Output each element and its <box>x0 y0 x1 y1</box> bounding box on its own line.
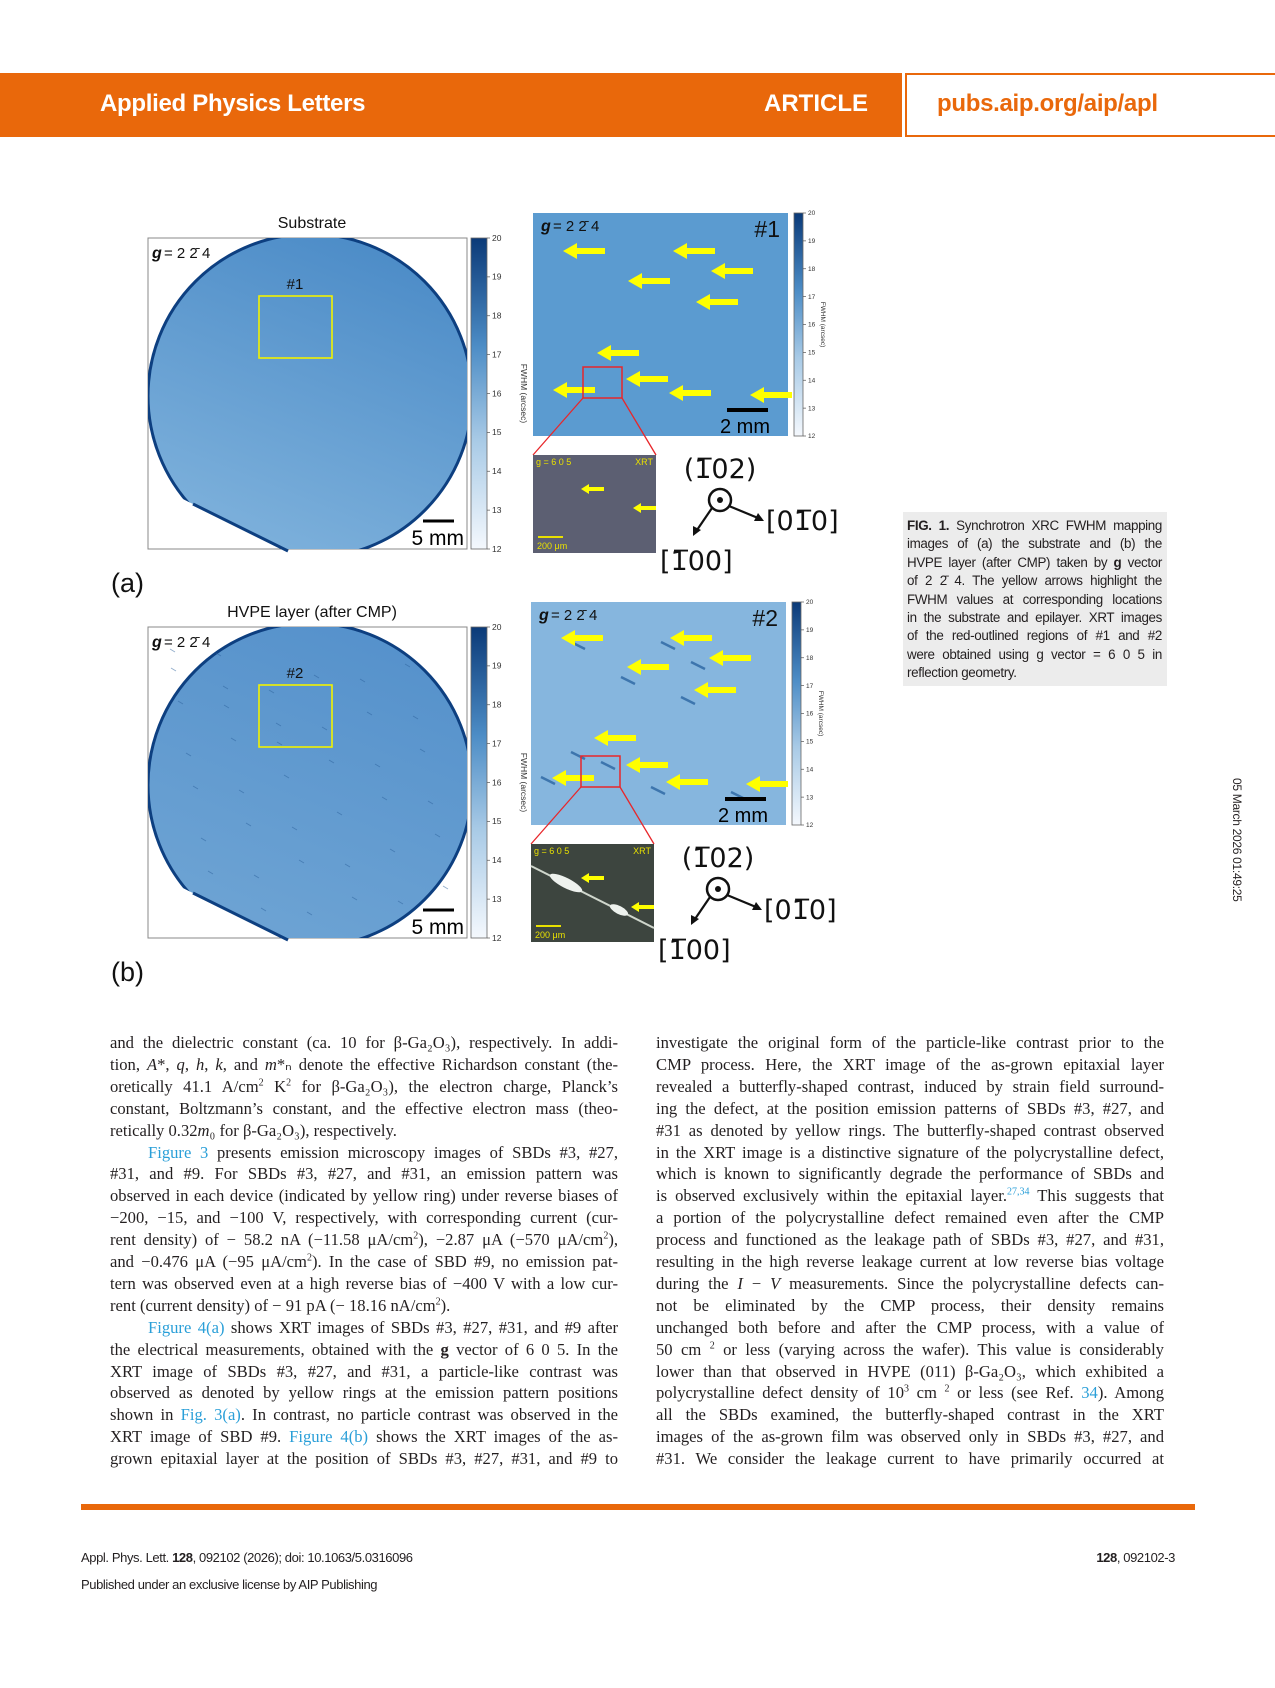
text-run: ing the defect, at the position emission patterns of SBDs #3, #27, and <box>656 1098 1164 1118</box>
cross-reference-link[interactable]: Figure 3 <box>148 1142 209 1162</box>
download-timestamp: 05 March 2026 01:49:25 <box>1230 778 1244 902</box>
text-run: K <box>263 1076 287 1096</box>
text-line <box>110 1120 618 1142</box>
colorbar-tick-label: 18 <box>808 265 816 273</box>
citation-doi: , 092102 (2026); doi: 10.1063/5.0316096 <box>192 1550 413 1565</box>
g-vector-symbol: g <box>539 607 549 624</box>
wafer-map-title: HVPE layer (after CMP) <box>227 604 397 621</box>
bold-text: g <box>1113 554 1122 570</box>
footer-page-number <box>1096 1550 1175 1565</box>
colorbar-tick-label: 17 <box>806 682 814 690</box>
text-run: 50 cm <box>656 1339 710 1359</box>
citation-link[interactable]: 27,34 <box>1007 1186 1030 1198</box>
text-run: observed in each device (indicated by yellow ring) under reverse biases of <box>110 1186 618 1206</box>
colorbar-tick-label: 12 <box>806 822 814 830</box>
text-line <box>110 1295 618 1317</box>
text-run: is observed exclusively within the epitaxial layer. <box>656 1186 1008 1206</box>
text-run: ). Among <box>1097 1383 1164 1403</box>
text-line <box>110 1448 618 1470</box>
text-run: of 2 2̄ 4. The yellow arrows highlight the <box>907 573 1162 589</box>
caption-line <box>907 664 1162 682</box>
text-run: in the XRT image is a distinctive signature of the polycrystalline defect, <box>656 1142 1164 1162</box>
text-run: , <box>204 1054 216 1074</box>
footer-citation <box>81 1550 413 1565</box>
text-run: This suggests that <box>1029 1186 1164 1206</box>
region-label: #1 <box>286 276 304 293</box>
panel-label: (a) <box>111 568 144 598</box>
text-run: FWHM values at corresponding locations <box>907 591 1162 607</box>
colorbar-tick-label: 13 <box>492 893 502 904</box>
plane-label: (1̅02) <box>681 843 755 874</box>
colorbar-tick-label: 17 <box>492 349 502 360</box>
colorbar-label: FWHM (arcsec) <box>519 752 529 813</box>
colorbar-tick-label: 14 <box>492 466 502 477</box>
text-line <box>656 1382 1164 1404</box>
xrt-tag: XRT <box>633 846 651 856</box>
math-symbol: k <box>215 1054 223 1074</box>
text-line <box>656 1426 1164 1448</box>
text-run: retically 0.32 <box>110 1120 198 1140</box>
text-run: polycrystalline defect density of 10 <box>656 1383 905 1403</box>
text-run: rent (current density) of − 91 pA (− 18.16 nA/cm <box>110 1295 436 1315</box>
text-run: XRT image of SBD #9. <box>110 1427 290 1447</box>
text-line <box>656 1120 1164 1142</box>
g-vector-value: = 2 2̄ 4 <box>164 245 211 262</box>
figure-caption <box>903 512 1167 686</box>
text-line <box>110 1229 618 1251</box>
math-symbol: A <box>146 1054 158 1074</box>
colorbar-tick-label: 19 <box>808 238 816 246</box>
text-run: resulting in the high reverse leakage current at low reverse bias voltage <box>656 1252 1164 1271</box>
text-line <box>656 1098 1164 1120</box>
scale-bar-label: 5 mm <box>411 527 464 550</box>
text-run: tern was observed even at a high reverse bias of −400 V with a low cur- <box>110 1273 618 1293</box>
text-run: images of the as-grown film was observed only in SBDs #3, #27, and <box>656 1427 1164 1447</box>
colorbar-tick-label: 17 <box>492 738 502 749</box>
text-line <box>110 1404 618 1426</box>
text-run: ), <box>608 1230 619 1250</box>
xrt-tag: XRT <box>635 457 653 467</box>
text-run: #31, and #9. For SBDs #3, #27, and #31, an emission pattern was <box>110 1164 618 1184</box>
colorbar-tick-label: 15 <box>808 349 816 357</box>
text-run: , and <box>222 1054 265 1074</box>
colorbar-tick-label: 13 <box>492 504 502 515</box>
colorbar-tick-label: 18 <box>492 310 502 321</box>
text-run: were obtained using g vector = 6 0 5 in <box>907 646 1162 662</box>
text-line <box>110 1185 618 1207</box>
bold-text: FIG. 1. <box>907 518 950 533</box>
scale-bar-label: 2 mm <box>718 805 768 827</box>
caption-line <box>907 554 1162 572</box>
text-line <box>110 1426 618 1448</box>
text-run: in the substrate and epilayer. XRT images <box>907 610 1162 625</box>
xrt-scale-label: 200 μm <box>537 541 568 551</box>
text-run: cm <box>909 1383 945 1403</box>
text-run: for β-Ga₂O₃), the electron charge, Planck’s <box>291 1076 618 1096</box>
text-run: HVPE layer (after CMP) taken by <box>907 554 1114 570</box>
panel-label: (b) <box>111 957 144 987</box>
text-run: process and functioned as the leakage path of SBDs #3, #27, and #31, <box>656 1230 1164 1250</box>
cross-reference-link[interactable]: Figure 4(b) <box>289 1427 369 1447</box>
wafer-map-title: Substrate <box>277 215 347 232</box>
footer-license: Published under an exclusive license by AIP Publishing <box>81 1577 378 1592</box>
colorbar-tick-label: 19 <box>492 660 502 671</box>
text-run: which is known to significantly degrade the performance of SBDs and <box>656 1164 1164 1184</box>
text-line <box>110 1251 618 1273</box>
superscript: 2 <box>603 1230 609 1242</box>
g-vector-value: = 2 2̄ 4 <box>164 634 211 651</box>
superscript: 2 <box>286 1077 292 1089</box>
colorbar-tick-label: 16 <box>806 710 814 718</box>
direction-arrow <box>727 895 756 907</box>
text-run: and the dielectric constant (ca. 10 for β-Ga₂O₃), respectively. In addi- <box>110 1033 618 1052</box>
plane-label: (1̅02) <box>683 454 757 485</box>
xrt-g-vector: g = 6 0 5 <box>534 846 570 856</box>
text-run: ). <box>440 1295 451 1315</box>
direction-arrow <box>697 508 712 530</box>
text-run: during the <box>656 1273 738 1293</box>
text-line <box>656 1142 1164 1164</box>
direction-label: [1̅00] <box>660 546 733 577</box>
text-run: shows XRT images of SBDs #3, #27, #31, and #9 after <box>224 1317 619 1337</box>
colorbar <box>794 213 803 436</box>
colorbar-label: FWHM (arcsec) <box>519 363 529 424</box>
scale-bar-label: 2 mm <box>720 416 770 438</box>
superscript: 2 <box>306 1252 312 1264</box>
direction-arrow <box>729 506 758 518</box>
superscript: 2 <box>709 1340 715 1352</box>
colorbar-tick-label: 16 <box>492 777 502 788</box>
text-run: not be eliminated by the CMP process, their density remains <box>656 1295 1164 1315</box>
text-run: ₀ for β-Ga₂O₃), respectively. <box>209 1120 397 1140</box>
scale-bar-label: 5 mm <box>411 916 464 939</box>
figure-panel-a <box>111 210 839 598</box>
text-run: . In contrast, no particle contrast was observed in the <box>240 1405 618 1425</box>
colorbar-tick-label: 12 <box>808 433 816 441</box>
text-run: −200, −15, and −100 V, respectively, with corresponding current (cur- <box>110 1208 618 1228</box>
g-vector-symbol: g <box>152 634 162 651</box>
direction-label: [1̅00] <box>658 935 731 966</box>
math-symbol: m <box>264 1054 277 1074</box>
text-line <box>110 1317 618 1339</box>
text-run: , <box>184 1054 196 1074</box>
colorbar-tick-label: 19 <box>806 627 814 635</box>
text-line <box>110 1032 618 1054</box>
text-line <box>110 1339 618 1361</box>
citation-volume: 128 <box>172 1550 193 1565</box>
colorbar-tick-label: 17 <box>808 293 816 301</box>
text-run: *ₙ denote the effective Richardson constant (the- <box>276 1054 619 1074</box>
text-run: shown in <box>110 1405 181 1425</box>
colorbar-tick-label: 14 <box>806 766 814 774</box>
citation-journal: Appl. Phys. Lett. <box>81 1550 173 1565</box>
colorbar-tick-label: 15 <box>492 427 502 438</box>
xrt-image <box>531 844 654 942</box>
text-run: #31 as denoted by yellow rings. The butterfly-shaped contrast observed <box>656 1120 1164 1140</box>
text-run: *, <box>157 1054 177 1074</box>
xrt-scale-label: 200 μm <box>535 930 566 940</box>
out-of-plane-dot <box>715 886 721 892</box>
cross-reference-link[interactable]: 34 <box>1081 1383 1098 1403</box>
text-line <box>656 1163 1164 1185</box>
text-line <box>110 1142 618 1164</box>
text-run: or less (varying across the wafer). This value is considerably <box>714 1339 1164 1359</box>
colorbar-tick-label: 12 <box>492 932 502 943</box>
superscript: 2 <box>435 1296 441 1308</box>
colorbar-tick-label: 16 <box>808 321 816 329</box>
caption-line <box>907 591 1162 609</box>
direction-arrow <box>695 897 710 919</box>
caption-line <box>907 646 1162 664</box>
colorbar-tick-label: 20 <box>806 599 814 607</box>
text-line <box>110 1098 618 1120</box>
caption-line <box>907 572 1162 590</box>
text-run: CMP process. Here, the XRT image of the as-grown epitaxial layer <box>656 1054 1164 1074</box>
text-run: images of (a) the substrate and (b) the <box>907 536 1162 552</box>
text-line <box>656 1317 1164 1339</box>
article-type: ARTICLE <box>764 90 868 117</box>
colorbar <box>471 238 487 549</box>
colorbar-tick-label: 18 <box>492 699 502 710</box>
colorbar-label: FWHM (arcsec) <box>817 690 824 737</box>
math-symbol: V <box>770 1273 781 1293</box>
math-symbol: m <box>197 1120 210 1140</box>
colorbar-tick-label: 15 <box>806 738 814 746</box>
text-run: grown epitaxial layer at the position of SBDs #3, #27, #31, and #9 to <box>110 1449 618 1469</box>
text-run: XRT image of SBDs #3, #27, and #31, a particle-like contrast was <box>110 1361 618 1381</box>
text-line <box>656 1207 1164 1229</box>
text-run: investigate the original form of the particle-like contrast prior to the <box>656 1033 1164 1052</box>
text-run: − <box>742 1273 771 1293</box>
colorbar-tick-label: 18 <box>806 654 814 662</box>
text-line <box>110 1273 618 1295</box>
caption-line <box>907 535 1162 553</box>
journal-title: Applied Physics Letters <box>100 90 366 117</box>
text-run: ). In the case of SBD #9, no emission pat- <box>311 1252 619 1271</box>
colorbar-tick-label: 20 <box>808 210 816 218</box>
cross-reference-link[interactable]: Fig. 3(a) <box>180 1405 241 1425</box>
text-line <box>110 1382 618 1404</box>
text-line <box>656 1229 1164 1251</box>
text-run: reflection geometry. <box>907 665 1017 681</box>
text-run: revealed a butterfly-shaped contrast, induced by strain field surround- <box>656 1076 1164 1096</box>
direction-label: [01̅0] <box>766 506 839 537</box>
cross-reference-link[interactable]: Figure 4(a) <box>148 1317 225 1337</box>
text-run: of the red-outlined regions of #1 and #2 <box>907 628 1162 644</box>
caption-line <box>907 609 1162 627</box>
direction-label: [01̅0] <box>764 895 837 926</box>
xrt-image <box>533 455 656 553</box>
colorbar <box>792 602 801 825</box>
text-run: a portion of the polycrystalline defect remained even after the CMP <box>656 1208 1164 1228</box>
text-line <box>656 1076 1164 1098</box>
text-line <box>110 1163 618 1185</box>
page-volume: 128 <box>1096 1550 1117 1565</box>
text-run: #31. We consider the leakage current to have primarily occurred at <box>656 1449 1164 1469</box>
math-symbol: h <box>195 1054 205 1074</box>
text-line <box>110 1076 618 1098</box>
colorbar-tick-label: 16 <box>492 388 502 399</box>
map-label: #1 <box>754 216 780 242</box>
text-run: ), −2.87 μA (−570 μA/cm <box>418 1230 604 1250</box>
superscript: 2 <box>413 1230 419 1242</box>
text-line <box>656 1339 1164 1361</box>
text-run: shows the XRT images of the as- <box>368 1427 618 1447</box>
colorbar-tick-label: 13 <box>806 794 814 802</box>
superscript: 2 <box>944 1383 950 1395</box>
text-run: vector of 6 0 5. In the <box>448 1339 618 1359</box>
text-run: oretically 41.1 A/cm <box>110 1076 259 1096</box>
math-symbol: I <box>737 1273 743 1293</box>
colorbar-tick-label: 20 <box>492 621 502 632</box>
superscript: 3 <box>904 1383 910 1395</box>
colorbar-tick-label: 20 <box>492 232 502 243</box>
colorbar-tick-label: 14 <box>808 377 816 385</box>
colorbar-tick-label: 12 <box>492 543 502 554</box>
text-run: Synchrotron XRC FWHM mapping <box>949 518 1162 533</box>
text-run: the electrical measurements, obtained with the <box>110 1339 441 1359</box>
g-vector-value: = 2 2̄ 4 <box>551 607 598 624</box>
footer-rule <box>81 1504 1195 1510</box>
colorbar-tick-label: 19 <box>492 271 502 282</box>
page-id: , 092102-3 <box>1116 1550 1175 1565</box>
text-line <box>656 1361 1164 1383</box>
text-run: observed as denoted by yellow rings at the emission pattern positions <box>110 1383 618 1403</box>
g-vector-symbol: g <box>541 218 551 235</box>
bold-text: g <box>440 1339 449 1359</box>
text-run: or less (see Ref. <box>949 1383 1082 1403</box>
region-label: #2 <box>286 665 304 682</box>
text-run: all the SBDs examined, the butterfly-shaped contrast in the XRT <box>656 1405 1164 1425</box>
text-line <box>110 1054 618 1076</box>
g-vector-value: = 2 2̄ 4 <box>553 218 600 235</box>
caption-line <box>907 627 1162 645</box>
text-line <box>656 1251 1164 1273</box>
text-run: measurements. Since the polycrystalline defects can- <box>780 1273 1164 1293</box>
text-line <box>656 1032 1164 1054</box>
text-run: unchanged both before and after the CMP process, with a value of <box>656 1317 1164 1337</box>
text-line <box>656 1054 1164 1076</box>
text-run: vector <box>1121 554 1162 570</box>
colorbar-tick-label: 15 <box>492 816 502 827</box>
text-line <box>656 1185 1164 1207</box>
text-run: constant, Boltzmann’s constant, and the effective electron mass (theo- <box>110 1098 618 1118</box>
colorbar-tick-label: 14 <box>492 855 502 866</box>
text-line <box>110 1361 618 1383</box>
caption-line <box>907 517 1162 535</box>
text-run: rent density) of − 58.2 nA (−11.58 μA/cm <box>110 1230 414 1250</box>
superscript: 2 <box>258 1077 264 1089</box>
text-line <box>656 1273 1164 1295</box>
text-run: presents emission microscopy images of SBDs #3, #27, <box>208 1142 618 1162</box>
colorbar-tick-label: 13 <box>808 405 816 413</box>
text-line <box>110 1207 618 1229</box>
text-run: and −0.476 μA (−95 μA/cm <box>110 1252 307 1271</box>
g-vector-symbol: g <box>152 245 162 262</box>
colorbar <box>471 627 487 938</box>
figure-panel-b <box>111 599 837 987</box>
text-run: tion, <box>110 1054 147 1074</box>
xrt-g-vector: g = 6 0 5 <box>536 457 572 467</box>
text-run: lower than that observed in HVPE (011) β-Ga₂O₃, which exhibited a <box>656 1361 1164 1381</box>
text-line <box>656 1295 1164 1317</box>
out-of-plane-dot <box>717 497 723 503</box>
colorbar-label: FWHM (arcsec) <box>819 301 826 348</box>
text-line <box>656 1448 1164 1470</box>
text-line <box>656 1404 1164 1426</box>
journal-url-link[interactable]: pubs.aip.org/aip/apl <box>937 90 1158 117</box>
math-symbol: q <box>176 1054 185 1074</box>
map-label: #2 <box>752 605 778 631</box>
